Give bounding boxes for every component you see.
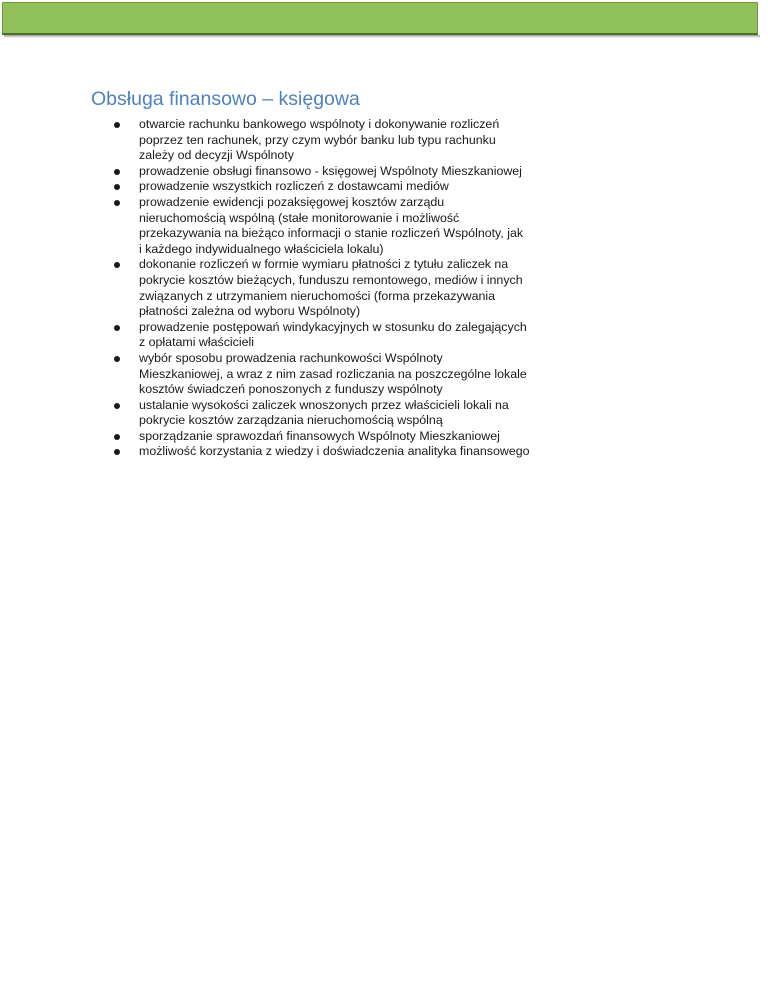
header-bar <box>2 2 758 35</box>
document-content <box>91 87 611 460</box>
bullet-icon <box>114 200 120 206</box>
list-item-text-line: poprzez ten rachunek, przy czym wybór banku lub typu rachunku <box>139 132 496 147</box>
list-item-text-line: pokrycie kosztów bieżących, funduszu remontowego, mediów i innych <box>139 272 523 287</box>
header-shadow <box>4 35 760 38</box>
list-item-text-line: z opłatami właścicieli <box>139 335 254 350</box>
list-item <box>91 320 611 351</box>
list-item-text-line: przekazywania na bieżąco informacji o stanie rozliczeń Wspólnoty, jak <box>139 226 524 241</box>
list-item <box>91 164 611 180</box>
list-item-text-line: prowadzenie obsługi finansowo - księgowej Wspólnoty Mieszkaniowej <box>139 163 522 178</box>
list-item-text-line: związanych z utrzymaniem nieruchomości (forma przekazywania <box>139 288 496 303</box>
list-item-text-line: prowadzenie postępowań windykacyjnych w stosunku do zalegających <box>139 319 527 334</box>
bullet-icon <box>114 122 120 128</box>
list-item-text-line: Mieszkaniowej, a wraz z nim zasad rozliczania na poszczególne lokale <box>139 366 527 381</box>
list-item-text-line: możliwość korzystania z wiedzy i doświadczenia analityka finansowego <box>139 444 530 459</box>
bullet-icon <box>114 449 120 455</box>
list-item-text-line: zależy od decyzji Wspólnoty <box>139 148 294 163</box>
bullet-icon <box>114 262 120 268</box>
list-item-text-line: otwarcie rachunku bankowego wspólnoty i dokonywanie rozliczeń <box>139 117 500 131</box>
list-item-text-line: kosztów świadczeń ponoszonych z funduszy wspólnoty <box>139 382 443 397</box>
list-item-text-line: wybór sposobu prowadzenia rachunkowości Wspólnoty <box>139 350 443 365</box>
list-item <box>91 398 611 429</box>
list-item-text-line: pokrycie kosztów zarządzania nieruchomością wspólną <box>139 413 443 428</box>
bullet-list <box>91 117 611 460</box>
list-item <box>91 351 611 398</box>
bullet-icon <box>114 403 120 409</box>
list-item-text-line: płatności zależna od wyboru Wspólnoty) <box>139 304 361 319</box>
bullet-icon <box>114 169 120 175</box>
bullet-icon <box>114 434 120 440</box>
list-item <box>91 179 611 195</box>
list-item <box>91 195 611 257</box>
list-item-text-line: ustalanie wysokości zaliczek wnoszonych przez właścicieli lokali na <box>139 397 509 412</box>
list-item <box>91 257 611 319</box>
bullet-icon <box>114 325 120 331</box>
list-item <box>91 429 611 445</box>
list-item-text-line: i każdego indywidualnego właściciela lokalu) <box>139 241 384 256</box>
list-item-text-line: dokonanie rozliczeń w formie wymiaru płatności z tytułu zaliczek na <box>139 257 509 272</box>
bullet-icon <box>114 356 120 362</box>
list-item <box>91 117 611 164</box>
list-item-text-line: sporządzanie sprawozdań finansowych Wspólnoty Mieszkaniowej <box>139 428 500 443</box>
list-item-text-line: prowadzenie ewidencji pozaksięgowej kosztów zarządu <box>139 194 445 209</box>
bullet-icon <box>114 184 120 190</box>
list-item-text-line: prowadzenie wszystkich rozliczeń z dostawcami mediów <box>139 179 449 194</box>
list-item-text-line: nieruchomością wspólną (stałe monitorowanie i możliwość <box>139 210 460 225</box>
list-item <box>91 444 611 460</box>
section-title: Obsługa finansowo – księgowa <box>91 88 360 110</box>
